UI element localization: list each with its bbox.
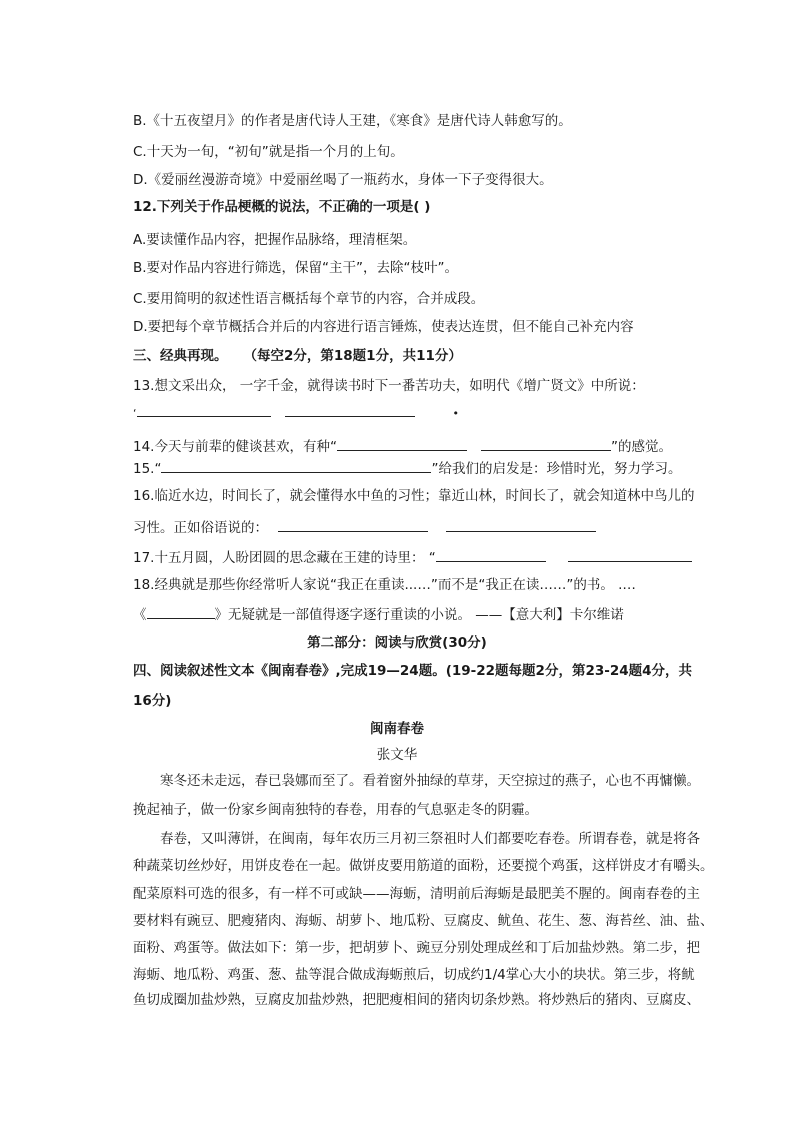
- q12-option-a: A.要读懂作品内容，把握作品脉络，理清框架。: [133, 232, 417, 248]
- q18-line-2: [133, 604, 624, 625]
- q17-prefix: 17.十五月圆，人盼团圆的思念藏在王建的诗里： “: [133, 550, 436, 566]
- q13-blank-1[interactable]: [137, 402, 271, 417]
- question-14: [133, 436, 672, 457]
- q12-option-b: B.要对作品内容进行筛选，保留“主干”，去除“枝叶”。: [133, 260, 459, 276]
- q12-option-c: C.要用简明的叙述性语言概括每个章节的内容，合并成段。: [133, 291, 485, 307]
- article-line: 配菜原料可选的很多，有一样不可或缺——海蛎，清明前后海蛎是最肥美不腥的。闽南春卷的主: [133, 886, 700, 902]
- article-line: 春卷，又叫薄饼，在闽南，每年农历三月初三祭祖时人们都要吃春卷。所谓春卷，就是将各: [160, 831, 700, 847]
- article-author: 张文华: [376, 747, 418, 763]
- q15-prefix: 15.“: [133, 461, 162, 477]
- section-3-title: 三、经典再现。: [133, 348, 228, 364]
- q16-line-2-text: 习性。正如俗语说的：: [133, 520, 268, 536]
- q14-blank-2[interactable]: [481, 436, 611, 451]
- article-line: 海蛎、地瓜粉、鸡蛋、葱、盐等混合做成海蛎煎后，切成约1/4掌心大小的块状。第三步，将鱿: [133, 967, 695, 983]
- q13-blank-2[interactable]: [285, 402, 415, 417]
- q13-blanks: [133, 402, 459, 424]
- q16-line-1: 16.临近水边，时间长了，就会懂得水中鱼的习性；靠近山林，时间长了，就会知道林中鸟儿的: [133, 488, 695, 504]
- q14-blank-1[interactable]: [337, 436, 467, 451]
- q13-end-dot: •: [452, 407, 459, 420]
- q12-stem: 12.下列关于作品梗概的说法，不正确的一项是( ): [133, 199, 431, 215]
- q16-blank-2[interactable]: [446, 517, 596, 532]
- section-4-line-2: 16分): [133, 693, 172, 709]
- q16-line-2: [133, 517, 596, 538]
- q15-suffix: ”给我们的启发是：珍惜时光，努力学习。: [431, 461, 682, 477]
- article-line: 寒冬还未走远，春已袅娜而至了。看着窗外抽绿的草芽，天空掠过的燕子，心也不再慵懒。: [160, 773, 700, 789]
- q18-suffix: 》无疑就是一部值得逐字逐行重读的小说。 ——【意大利】卡尔维诺: [214, 607, 624, 623]
- section-4-line-1: 四、阅读叙述性文本《闽南春卷》,完成19—24题。(19-22题每题2分，第23-24题4分，共: [133, 663, 693, 679]
- q14-prefix: 14.今天与前辈的健谈甚欢，有种“: [133, 439, 337, 455]
- q17-blank-2[interactable]: [568, 547, 692, 562]
- q17-blank-1[interactable]: [436, 547, 546, 562]
- q11-option-d: D.《爱丽丝漫游奇境》中爱丽丝喝了一瓶药水，身体一下子变得很大。: [133, 172, 553, 188]
- section-3-heading: [133, 346, 462, 366]
- q16-blank-1[interactable]: [278, 517, 428, 532]
- part-2-title: 第二部分：阅读与欣赏(30分): [307, 635, 487, 651]
- q18-open-bracket: 《: [133, 607, 147, 623]
- article-line: 要材料有豌豆、肥瘦猪肉、海蛎、胡萝卜、地瓜粉、豆腐皮、鱿鱼、花生、葱、海苔丝、油、盐、: [133, 913, 714, 929]
- q18-blank[interactable]: [147, 604, 215, 619]
- question-17: [133, 547, 692, 568]
- question-15: [133, 458, 681, 479]
- q18-line-1: 18.经典就是那些你经常听人家说“我正在重读...…”而不是“我正在读……”的书。 .…: [133, 577, 636, 593]
- q14-suffix: ”的感觉。: [610, 439, 672, 455]
- q13-open-quote: ‘: [133, 407, 137, 420]
- article-line: 面粉、鸡蛋等。做法如下：第一步，把胡萝卜、豌豆分别处理成丝和丁后加盐炒熟。第二步，把: [133, 940, 700, 956]
- article-line: 种蔬菜切丝炒好，用饼皮卷在一起。做饼皮要用筋道的面粉，还要搅个鸡蛋，这样饼皮才有嚼头。: [133, 858, 714, 874]
- article-title: 闽南春卷: [370, 721, 424, 737]
- q12-option-d: D.要把每个章节概括合并后的内容进行语言锤炼，使表达连贯，但不能自己补充内容: [133, 319, 634, 335]
- q11-option-b: B.《十五夜望月》的作者是唐代诗人王建，《寒食》是唐代诗人韩愈写的。: [133, 113, 572, 129]
- section-3-score: （每空2分，第18题1分，共11分）: [243, 348, 462, 364]
- q11-option-c: C.十天为一旬，“初旬”就是指一个月的上旬。: [133, 144, 404, 160]
- q13-text: 13.想文采出众， 一字千金，就得读书时下一番苦功夫，如明代《增广贤文》中所说：: [133, 378, 645, 394]
- article-line: 鱼切成圈加盐炒熟，豆腐皮加盐炒熟，把肥瘦相间的猪肉切条炒熟。将炒熟后的猪肉、豆腐皮、: [133, 992, 700, 1008]
- article-line: 挽起袖子，做一份家乡闽南独特的春卷，用春的气息驱走冬的阴霾。: [133, 802, 538, 818]
- q15-blank[interactable]: [161, 458, 431, 473]
